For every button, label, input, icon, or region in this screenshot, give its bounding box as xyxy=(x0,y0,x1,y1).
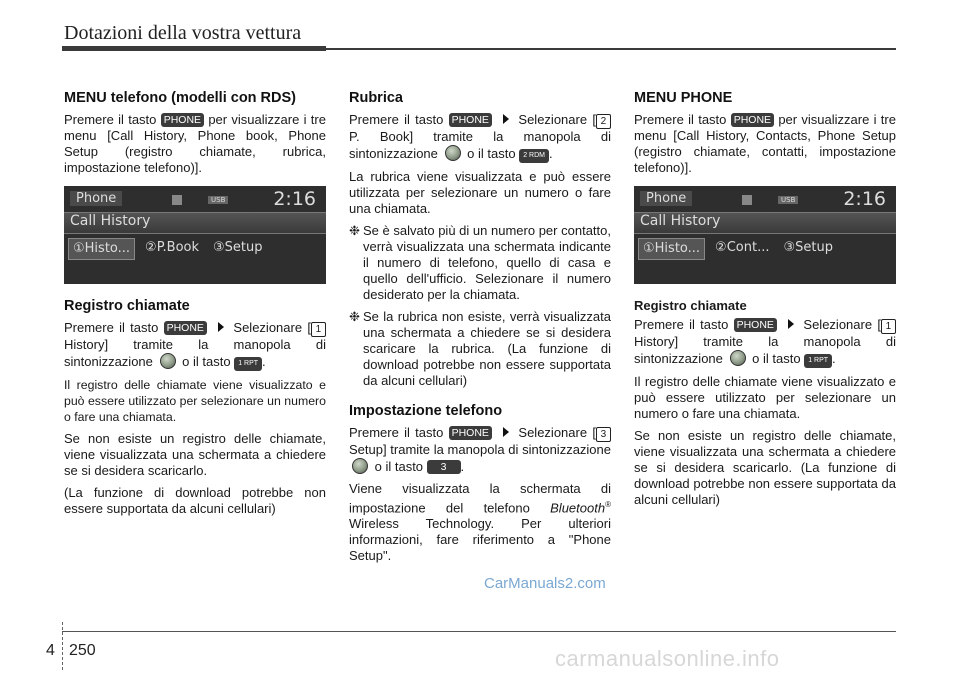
paragraph: Il registro delle chiamate viene visualizzato e può essere utilizzato per selezionare un numero o fare una chiamata. xyxy=(64,378,326,424)
arrow-right-icon xyxy=(503,427,509,437)
paragraph: (La funzione di download potrebbe non essere supportata da alcuni cellulari) xyxy=(64,485,326,516)
column-3 xyxy=(634,90,896,514)
text: . xyxy=(460,459,465,474)
column-2 xyxy=(349,90,611,570)
display-screen xyxy=(64,186,326,284)
section-title: MENU PHONE xyxy=(634,90,733,106)
subsection-title: Registro chiamate xyxy=(64,298,190,314)
display-screen xyxy=(634,186,896,284)
preset-key-icon: 1 RPT xyxy=(804,354,832,368)
text: Selezionare xyxy=(233,320,303,335)
text: Premere il tasto xyxy=(349,425,444,440)
text: Premere il tasto xyxy=(64,112,157,127)
text: Selezionare xyxy=(803,317,873,332)
header-bar xyxy=(62,46,326,51)
text: P. Book] tramite la manopola di sintonizzazione xyxy=(349,129,611,161)
column-1 xyxy=(64,90,326,523)
tune-knob-icon xyxy=(730,350,746,366)
screen-menu-title: Call History xyxy=(634,212,896,234)
bullet-mark: ❉ xyxy=(349,223,360,238)
text: Selezionare xyxy=(518,112,588,127)
phone-key-icon: PHONE xyxy=(731,113,774,127)
phone-key-icon: PHONE xyxy=(734,318,777,332)
number-1-icon: 1 xyxy=(881,319,896,334)
watermark-link: CarManuals2.com xyxy=(484,575,606,592)
paragraph: Se non esiste un registro delle chiamate, viene visualizzata una schermata a chiedere se si desidera scaricarlo. (La funzione di download potrebbe non essere supportata da alcuni cellulari) xyxy=(634,428,896,507)
section-title: MENU telefono (modelli con RDS) xyxy=(64,90,296,106)
text: Se la rubrica non esiste, verrà visualizzata una schermata a chiedere se si desidera scaricare la rubrica. (La funzione di download potrebbe non essere supportata da alcuni cellulari) xyxy=(363,309,611,388)
bullet-mark: ❉ xyxy=(349,309,360,324)
text: Setup] tramite la manopola di sintonizzazione xyxy=(349,442,611,457)
text: Premere il tasto xyxy=(634,112,727,127)
text: Premere il tasto xyxy=(349,112,444,127)
step-paragraph xyxy=(634,317,896,368)
paragraph xyxy=(349,481,611,564)
screen-menu-title: Call History xyxy=(64,212,326,234)
header-rule xyxy=(326,48,896,50)
watermark-site: carmanualsonline.info xyxy=(555,646,780,671)
preset-key-icon: 3 xyxy=(427,460,461,474)
phone-key-icon: PHONE xyxy=(161,113,204,127)
paragraph: Se non esiste un registro delle chiamate, viene visualizzata una schermata a chiedere se si desidera scaricarlo. xyxy=(64,431,326,478)
intro-paragraph xyxy=(64,112,326,176)
number-1-icon: 1 xyxy=(311,322,326,337)
screen-tab: Phone xyxy=(70,191,122,206)
page-header-title: Dotazioni della vostra vettura xyxy=(64,22,302,44)
text: per visualizzare i tre menu [Call History, Contacts, Phone Setup (registro chiamate, contatti, impostazione telefono)]. xyxy=(634,112,896,175)
text: . xyxy=(548,146,553,161)
text: [ xyxy=(307,320,311,335)
text: Premere il tasto xyxy=(64,320,159,335)
preset-key-icon: 1 RPT xyxy=(234,357,262,371)
text: [ xyxy=(592,112,596,127)
phone-key-icon: PHONE xyxy=(164,321,207,335)
number-3-icon: 3 xyxy=(596,427,611,442)
tune-knob-icon xyxy=(352,458,368,474)
subsection-title: Registro chiamate xyxy=(634,298,747,313)
registered-mark: ® xyxy=(605,500,611,509)
text: Viene visualizzata la schermata di impostazione del telefono xyxy=(349,481,611,516)
bluetooth-icon xyxy=(742,195,752,205)
section-title: Rubrica xyxy=(349,90,403,106)
screen-option: ②Cont... xyxy=(715,240,770,255)
text: Se è salvato più di un numero per contatto, verrà visualizzata una schermata indicante il numero di telefono, quello di casa e quello dell'ufficio. Selezionare il numero desiderato per la chiamata. xyxy=(363,223,611,302)
phone-key-icon: PHONE xyxy=(449,113,492,127)
text: o il tasto xyxy=(467,146,516,161)
arrow-right-icon xyxy=(218,322,224,332)
paragraph: Il registro delle chiamate viene visualizzato e può essere utilizzato per selezionare un numero o fare una chiamata. xyxy=(634,374,896,421)
bluetooth-brand: Bluetooth xyxy=(550,500,606,516)
tune-knob-icon xyxy=(445,145,461,161)
text: o il tasto xyxy=(182,354,231,369)
arrow-right-icon xyxy=(503,114,509,124)
phone-key-icon: PHONE xyxy=(449,426,492,440)
text: [ xyxy=(877,317,881,332)
screen-option: ③Setup xyxy=(783,240,833,255)
text: . xyxy=(832,351,836,366)
page-number: 250 xyxy=(69,642,96,659)
clock: 2:16 xyxy=(843,188,886,210)
bluetooth-icon xyxy=(172,195,182,205)
section-title: Impostazione telefono xyxy=(349,403,503,419)
text: Premere il tasto xyxy=(634,317,729,332)
bullet-item xyxy=(349,309,611,389)
screen-option: ①Histo... xyxy=(638,238,705,260)
footer-divider xyxy=(62,622,63,670)
screen-option: ②P.Book xyxy=(145,240,200,255)
footer-rule xyxy=(62,631,896,632)
usb-badge: USB xyxy=(208,196,228,204)
clock: 2:16 xyxy=(273,188,316,210)
text: Selezionare xyxy=(518,425,588,440)
step-paragraph xyxy=(349,112,611,163)
text: [ xyxy=(592,425,596,440)
chapter-number: 4 xyxy=(46,642,55,659)
tune-knob-icon xyxy=(160,353,176,369)
screen-option: ③Setup xyxy=(213,240,263,255)
arrow-right-icon xyxy=(788,319,794,329)
step-paragraph xyxy=(349,425,611,475)
text: Wireless Technology. Per ulteriori informazioni, fare riferimento a "Phone Setup". xyxy=(349,516,611,564)
screen-tab: Phone xyxy=(640,191,692,206)
step-paragraph xyxy=(64,320,326,371)
text: o il tasto xyxy=(374,459,424,474)
usb-badge: USB xyxy=(778,196,798,204)
intro-paragraph xyxy=(634,112,896,176)
paragraph: La rubrica viene visualizzata e può essere utilizzata per selezionare un numero o fare una chiamata. xyxy=(349,169,611,216)
text: . xyxy=(262,354,266,369)
bullet-item xyxy=(349,223,611,303)
screen-option: ①Histo... xyxy=(68,238,135,260)
preset-key-icon: 2 RDM xyxy=(519,149,549,163)
text: o il tasto xyxy=(752,351,801,366)
number-2-icon: 2 xyxy=(596,114,611,129)
text: History] tramite la manopola di sintonizzazione xyxy=(634,334,896,366)
text: History] tramite la manopola di sintonizzazione xyxy=(64,337,326,369)
text: per visualizzare i tre menu [Call History, Phone book, Phone Setup (registro chiamate, rubrica, impostazione telefono)]. xyxy=(64,112,326,175)
